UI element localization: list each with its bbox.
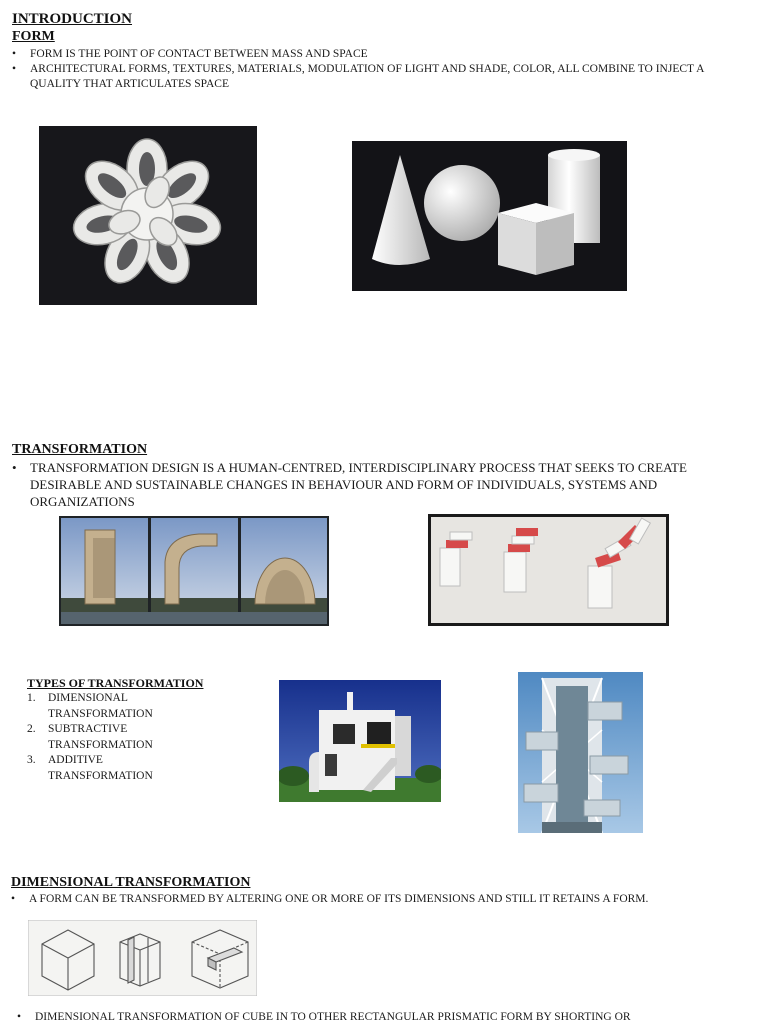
form-subtitle: FORM: [12, 29, 55, 44]
white-house-image: [279, 680, 441, 802]
list-item: 3. ADDITIVE TRANSFORMATION: [27, 754, 153, 782]
bullet-icon: •: [11, 893, 16, 905]
bullet-icon: •: [12, 63, 17, 75]
bullet-icon: •: [12, 460, 17, 475]
dimensional-bullet-2: • DIMENSIONAL TRANSFORMATION OF CUBE IN TO OTHER RECTANGULAR PRISMATIC FORM BY SHORTING OR: [17, 1011, 631, 1023]
balcony-tower-image: [518, 672, 643, 833]
bullet-icon: •: [12, 48, 17, 60]
intro-title: INTRODUCTION: [12, 11, 133, 27]
dimensional-title: DIMENSIONAL TRANSFORMATION: [11, 875, 251, 890]
geometric-solids-image: [352, 141, 627, 291]
list-item: 2. SUBTRACTIVE TRANSFORMATION: [27, 723, 153, 751]
bullet-icon: •: [17, 1011, 22, 1023]
transformation-bullet-1: • TRANSFORMATION DESIGN IS A HUMAN-CENTRED, INTERDISCIPLINARY PROCESS THAT SEEKS TO CREATE DESIRABLE AND SUSTAINABLE CHANGES IN BEHAVIOUR AND FORM OF INDIVIDUALS, SYSTEMS AND ORGANIZATIONS: [12, 460, 687, 509]
folded-cards-image: [428, 514, 669, 626]
intro-bullet-2: • ARCHITECTURAL FORMS, TEXTURES, MATERIALS, MODULATION OF LIGHT AND SHADE, COLOR, ALL COMBINE TO INJECT A QUALITY THAT ARTICULATES SPACE: [12, 63, 704, 90]
transformation-title: TRANSFORMATION: [12, 442, 148, 457]
list-item: 1. DIMENSIONAL TRANSFORMATION: [27, 692, 153, 720]
dimensional-bullet-1: • A FORM CAN BE TRANSFORMED BY ALTERING ONE OR MORE OF ITS DIMENSIONS AND STILL IT RETAINS A FORM.: [11, 893, 649, 905]
intro-bullet-1: • FORM IS THE POINT OF CONTACT BETWEEN MASS AND SPACE: [12, 48, 368, 60]
building-transformation-image: [59, 516, 329, 626]
cube-sketch-image: [28, 920, 257, 996]
types-list: [27, 691, 177, 784]
types-title: TYPES OF TRANSFORMATION: [27, 676, 204, 690]
paper-sculpture-image: [39, 126, 257, 305]
